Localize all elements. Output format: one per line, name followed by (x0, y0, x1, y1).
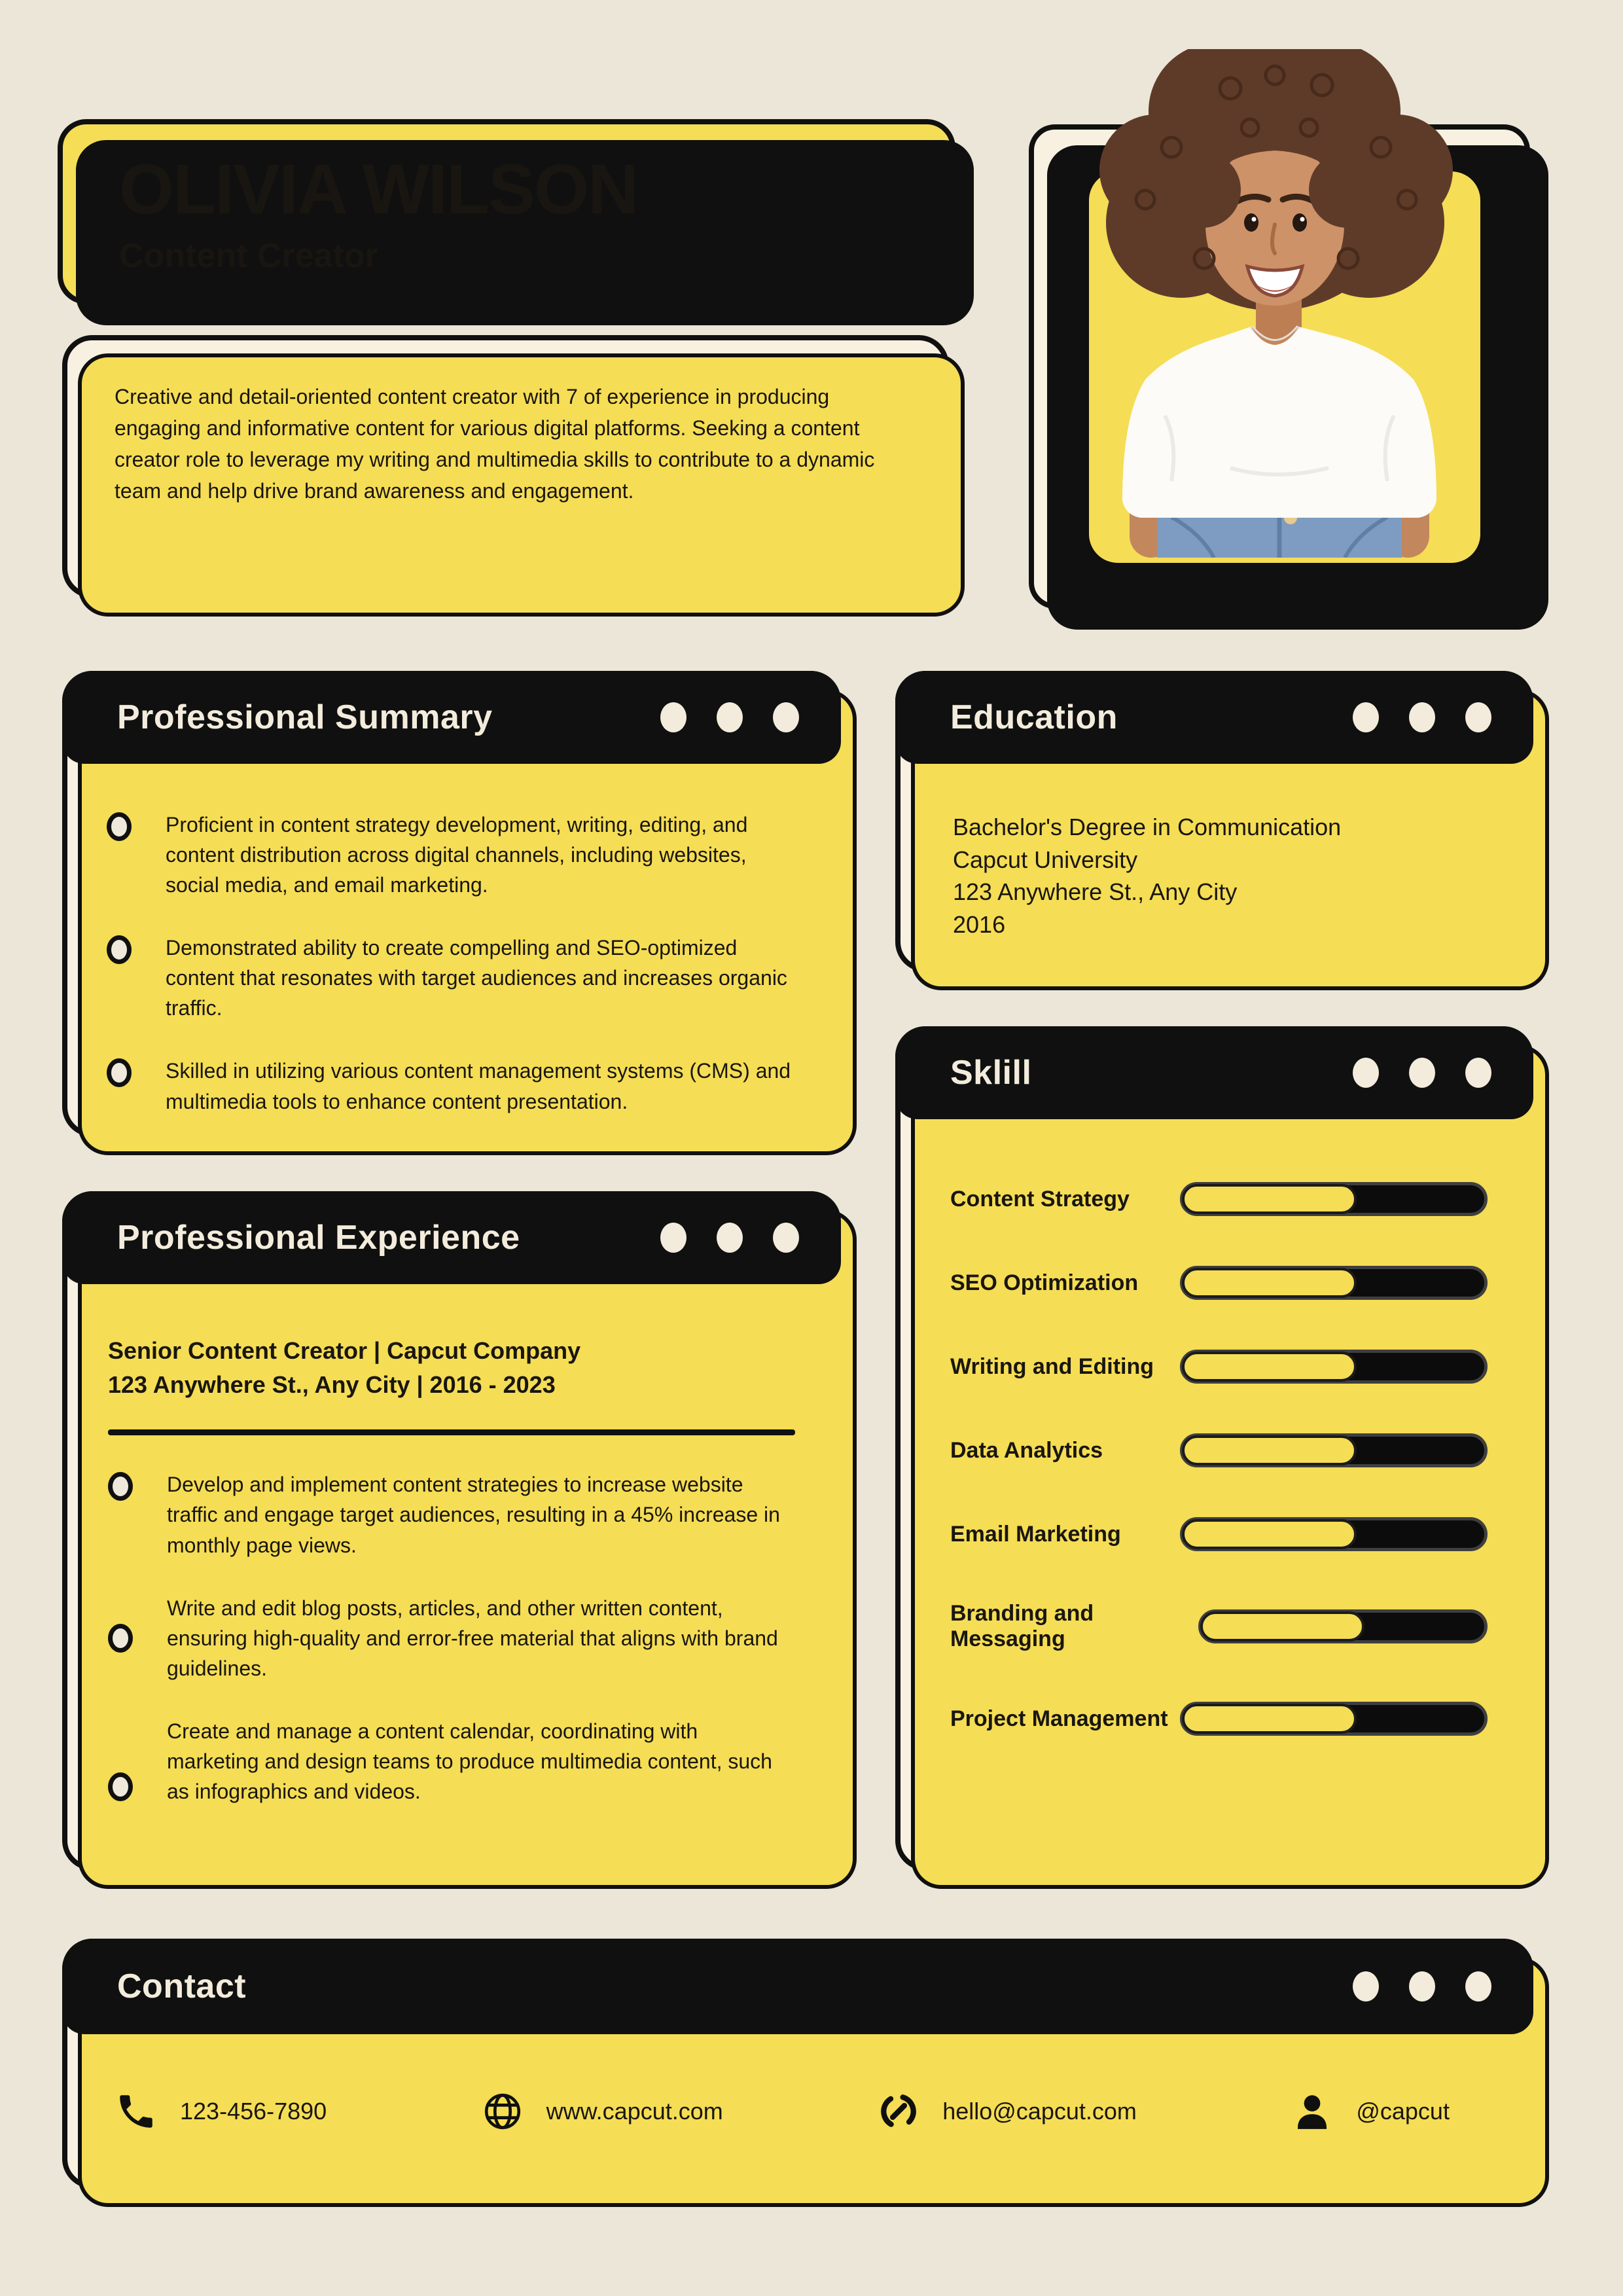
email-link-icon (877, 2090, 920, 2133)
bullet-circle-icon (107, 1058, 132, 1087)
window-dot-icon (660, 702, 687, 732)
experience-meta: 123 Anywhere St., Any City | 2016 - 2023 (108, 1371, 556, 1399)
summary-card (62, 335, 949, 598)
skill-row (950, 1350, 1488, 1384)
professional-summary-header (62, 671, 841, 764)
bullet-text: Create and manage a content calendar, coordinating with marketing and design teams to produce multimedia content, such as infographics and videos. (167, 1719, 772, 1803)
skill-label: Project Management (950, 1706, 1168, 1731)
window-dot-icon (773, 702, 799, 732)
contact-body (67, 2039, 1528, 2183)
professional-summary-body (67, 769, 836, 1117)
skill-label: SEO Optimization (950, 1270, 1139, 1295)
education-card (895, 671, 1533, 972)
skills-header (895, 1026, 1533, 1119)
education-degree: Bachelor's Degree in Communication (953, 814, 1342, 840)
bullet-circle-icon (107, 935, 132, 964)
window-dot-icon (1465, 702, 1491, 732)
education-address: 123 Anywhere St., Any City (953, 878, 1238, 906)
window-dots (1353, 702, 1491, 732)
skill-bar (1180, 1182, 1488, 1216)
skill-bar-fill (1182, 1704, 1357, 1734)
window-dots (660, 702, 799, 732)
bullet-circle-icon (107, 812, 132, 841)
skills-body (901, 1124, 1528, 1736)
window-dots (660, 1223, 799, 1253)
education-school: Capcut University (953, 846, 1138, 873)
window-dots (1353, 1971, 1491, 2001)
professional-summary-card (62, 671, 841, 1137)
contact-social (1291, 2090, 1450, 2133)
skill-bar-fill (1182, 1435, 1357, 1465)
skill-row (950, 1266, 1488, 1300)
section-title: Professional Summary (117, 698, 493, 736)
list-item (107, 810, 794, 900)
skill-bar-fill (1182, 1519, 1357, 1549)
contact-email (877, 2090, 1137, 2133)
skills-card (895, 1026, 1533, 1871)
window-dot-icon (773, 1223, 799, 1253)
bullet-circle-icon (108, 1772, 133, 1801)
window-dot-icon (1465, 1058, 1491, 1088)
bullet-text: Write and edit blog posts, articles, and other written content, ensuring high-quality and error-free material that aligns with brand guidelines. (167, 1596, 778, 1680)
skill-label: Branding and Messaging (950, 1601, 1094, 1651)
bullet-circle-icon (108, 1472, 133, 1501)
experience-body (67, 1289, 836, 1806)
skill-row (950, 1517, 1488, 1551)
window-dot-icon (660, 1223, 687, 1253)
bullet-text: Develop and implement content strategies to increase website traffic and engage target audiences, resulting in a 45% increase in monthly page views. (167, 1473, 780, 1557)
eye-right (1293, 213, 1307, 232)
contact-website-text: www.capcut.com (546, 2098, 723, 2125)
list-item (108, 1469, 795, 1560)
skill-label: Writing and Editing (950, 1354, 1154, 1379)
window-dot-icon (717, 1223, 743, 1253)
list-item (107, 1056, 794, 1116)
skill-row (950, 1433, 1488, 1467)
section-title: Education (950, 698, 1118, 736)
window-dot-icon (1409, 1058, 1435, 1088)
education-year: 2016 (953, 911, 1006, 939)
experience-role: Senior Content Creator | Capcut Company (108, 1337, 581, 1364)
list-item (108, 1593, 795, 1683)
contact-header (62, 1939, 1533, 2034)
skill-bar (1198, 1609, 1488, 1643)
contact-phone (115, 2090, 327, 2133)
phone-icon (115, 2090, 158, 2133)
experience-card (62, 1191, 841, 1871)
contact-card (62, 1939, 1533, 2189)
contact-website (481, 2090, 723, 2133)
skill-label: Data Analytics (950, 1437, 1103, 1463)
section-title: Contact (117, 1967, 247, 2005)
skill-row (950, 1182, 1488, 1216)
eye-left (1244, 213, 1258, 232)
experience-header (62, 1191, 841, 1284)
window-dots (1353, 1058, 1491, 1088)
person-role: Content Creator (119, 237, 378, 276)
skill-bar-fill (1200, 1611, 1364, 1641)
section-title: Sklill (950, 1054, 1032, 1092)
contact-phone-text: 123-456-7890 (180, 2098, 327, 2125)
skill-bar (1180, 1350, 1488, 1384)
skill-bar-fill (1182, 1184, 1357, 1214)
bullet-text: Skilled in utilizing various content management systems (CMS) and multimedia tools to enhance content presentation. (166, 1059, 791, 1113)
contact-social-text: @capcut (1356, 2098, 1450, 2125)
window-dot-icon (717, 702, 743, 732)
skill-bar (1180, 1517, 1488, 1551)
list-item (108, 1716, 795, 1806)
window-dot-icon (1465, 1971, 1491, 2001)
skill-bar (1180, 1433, 1488, 1467)
summary-paragraph: Creative and detail-oriented content creator with 7 of experience in producing engaging and informative content for various digital platforms. Seeking a content creator role to leverage my writing and multimedia skills to contribute to a dynamic team and help drive brand awareness and engagement. (115, 385, 875, 503)
divider (108, 1429, 795, 1435)
person-name: OLIVIA WILSON (119, 149, 637, 228)
skill-label: Email Marketing (950, 1521, 1121, 1547)
window-dot-icon (1353, 1971, 1379, 2001)
skill-bar-fill (1182, 1352, 1357, 1382)
bullet-text: Proficient in content strategy development, writing, editing, and content distribution across digital channels, including websites, social media, and email marketing. (166, 813, 748, 897)
education-body (901, 769, 1528, 941)
section-title: Professional Experience (117, 1219, 520, 1257)
education-header (895, 671, 1533, 764)
skill-bar (1180, 1266, 1488, 1300)
name-header-card (58, 119, 955, 304)
window-dot-icon (1353, 1058, 1379, 1088)
contact-email-text: hello@capcut.com (942, 2098, 1137, 2125)
skill-bar-fill (1182, 1268, 1357, 1298)
window-dot-icon (1353, 702, 1379, 732)
skill-row (950, 1601, 1488, 1652)
profile-icon (1291, 2090, 1334, 2133)
bullet-text: Demonstrated ability to create compelling and SEO-optimized content that resonates with target audiences and increases organic traffic. (166, 936, 787, 1020)
bullet-circle-icon (108, 1624, 133, 1653)
globe-icon (481, 2090, 524, 2133)
skill-row (950, 1702, 1488, 1736)
list-item (107, 933, 794, 1023)
profile-photo (1067, 49, 1492, 558)
window-dot-icon (1409, 702, 1435, 732)
skill-label: Content Strategy (950, 1186, 1130, 1211)
window-dot-icon (1409, 1971, 1435, 2001)
skill-bar (1180, 1702, 1488, 1736)
